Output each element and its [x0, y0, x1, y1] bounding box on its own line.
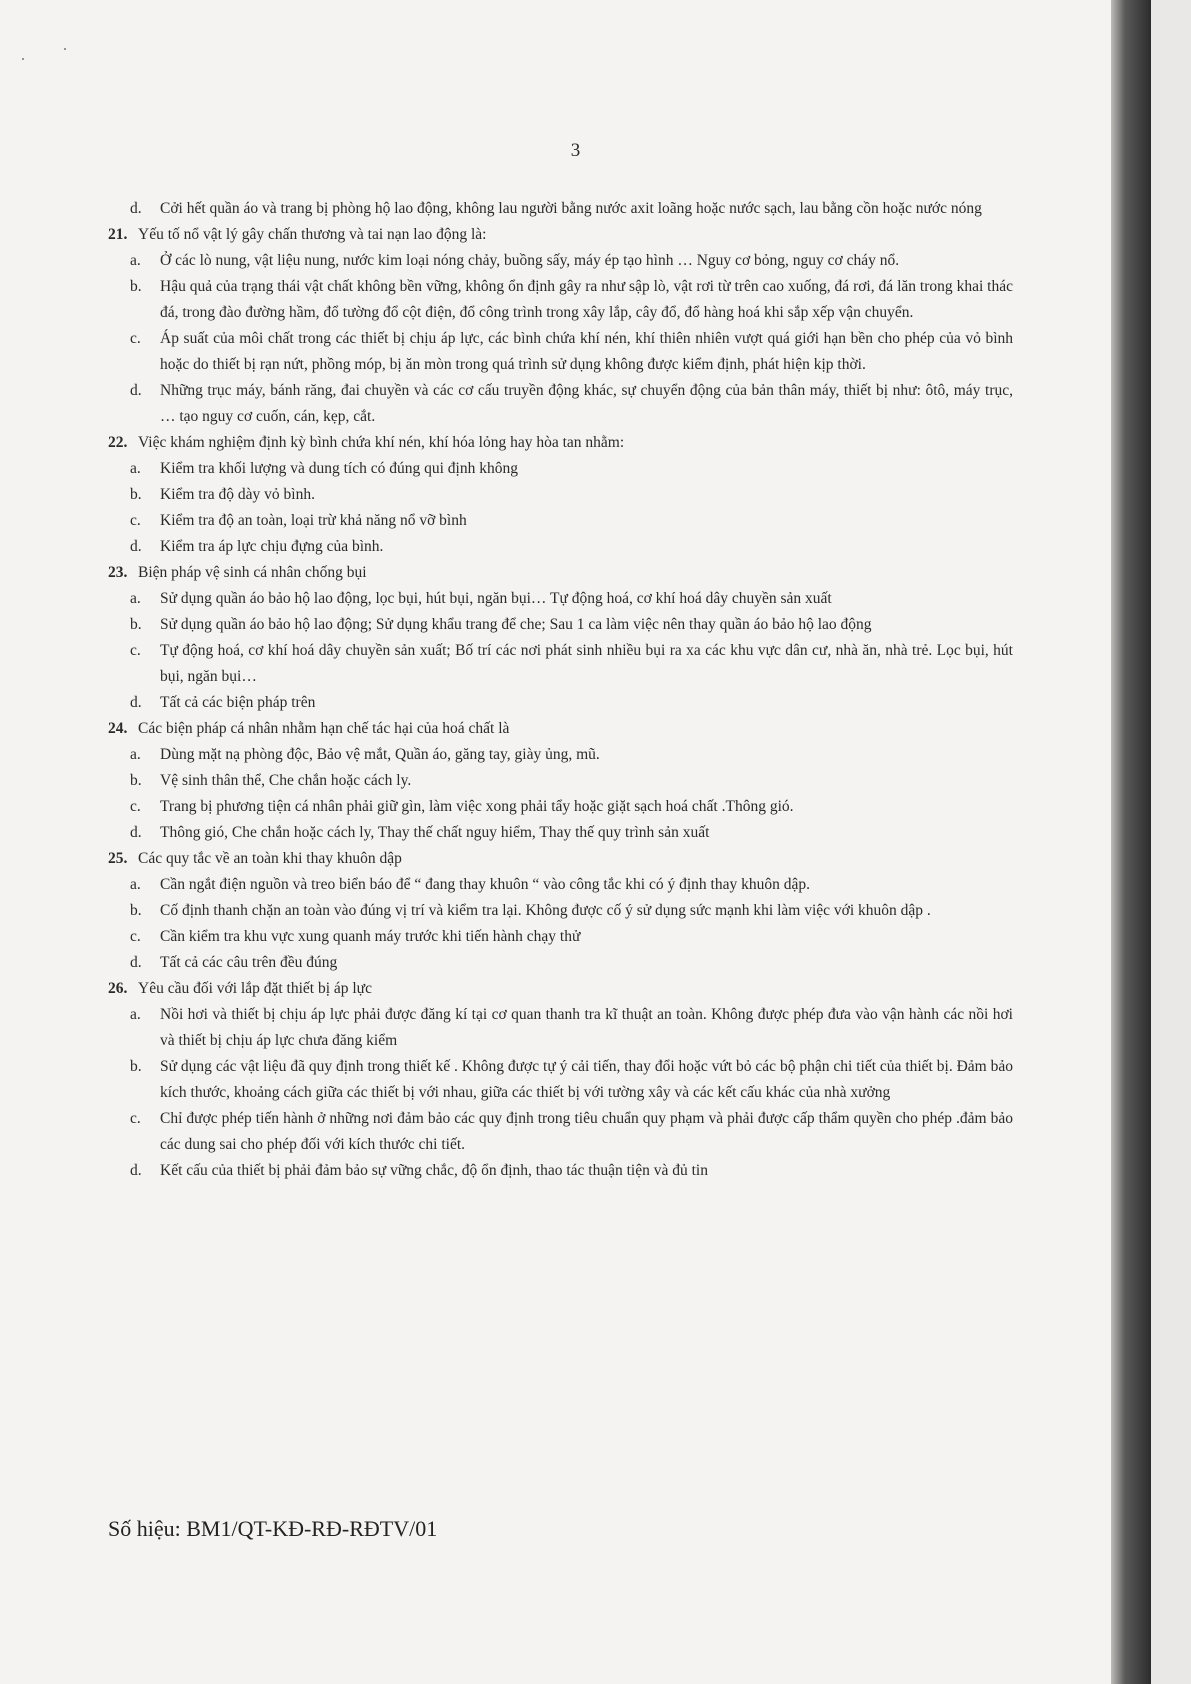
question-number: 23. [108, 564, 128, 581]
answer-option [108, 534, 1013, 560]
answer-option [108, 950, 1013, 976]
option-letter: a. [130, 590, 141, 607]
option-text: Cần kiểm tra khu vực xung quanh máy trước khi tiến hành chạy thử [160, 928, 581, 945]
question-number: 22. [108, 434, 128, 451]
option-letter: c. [130, 330, 141, 347]
answer-option [108, 924, 1013, 950]
answer-option [108, 690, 1013, 716]
answer-option [108, 508, 1013, 534]
answer-option [108, 1106, 1013, 1158]
option-text: Tự động hoá, cơ khí hoá dây chuyền sản xuất; Bố trí các nơi phát sinh nhiều bụi ra xa các khu vực dân cư, nhà ăn, nhà trẻ. Lọc bụi, hút bụi, ngăn bụi… [160, 642, 1013, 685]
option-letter: c. [130, 512, 141, 529]
option-letter: c. [130, 1110, 141, 1127]
option-text: Kiểm tra độ an toàn, loại trừ khả năng nổ vỡ bình [160, 512, 467, 529]
option-text: Cần ngắt điện nguồn và treo biển báo để “ đang thay khuôn “ vào công tắc khi có ý định thay khuôn dập. [160, 876, 810, 893]
option-text: Dùng mặt nạ phòng độc, Bảo vệ mắt, Quần áo, găng tay, giày ủng, mũ. [160, 746, 600, 763]
option-letter: d. [130, 382, 142, 399]
option-letter: c. [130, 798, 141, 815]
option-text: Thông gió, Che chắn hoặc cách ly, Thay thế chất nguy hiểm, Thay thế quy trình sản xuất [160, 824, 710, 841]
question-number: 24. [108, 720, 128, 737]
option-text: Áp suất của môi chất trong các thiết bị chịu áp lực, các bình chứa khí nén, khí thiên nhiên vượt quá giới hạn bền cho phép của vỏ bình hoặc do thiết bị rạn nứt, phồng móp, bị ăn mòn trong quá trình sử dụng không được kiểm định, phát hiện kịp thời. [160, 330, 1013, 373]
option-letter: d. [130, 694, 142, 711]
option-text: Sử dụng quần áo bảo hộ lao động, lọc bụi, hút bụi, ngăn bụi… Tự động hoá, cơ khí hoá dây chuyền sản xuất [160, 590, 832, 607]
option-text: Hậu quả của trạng thái vật chất không bền vững, không ổn định gây ra như sập lò, vật rơi từ trên cao xuống, đá rơi, đá lăn trong khai thác đá, trong đào đường hầm, đổ tường đổ cột điện, đổ công trình trong xây lắp, cây đổ, đổ hàng hoá khi sắp xếp vận chuyển. [160, 278, 1013, 321]
option-letter: b. [130, 772, 142, 789]
question-block [108, 560, 1013, 716]
option-letter: d. [130, 538, 142, 555]
option-text: Kiểm tra áp lực chịu đựng của bình. [160, 538, 384, 555]
option-text: Nồi hơi và thiết bị chịu áp lực phải được đăng kí tại cơ quan thanh tra kĩ thuật an toàn. Không được phép đưa vào vận hành các nồi hơi và thiết bị chịu áp lực chưa đăng kiểm [160, 1006, 1013, 1049]
option-letter: b. [130, 278, 142, 295]
option-text: Kết cấu của thiết bị phải đảm bảo sự vững chắc, độ ổn định, thao tác thuận tiện và đủ tin [160, 1162, 708, 1179]
option-text: Kiểm tra khối lượng và dung tích có đúng qui định không [160, 460, 518, 477]
option-text: Tất cả các biện pháp trên [160, 694, 316, 711]
question-block [108, 846, 1013, 976]
question-block [108, 976, 1013, 1184]
question-block [108, 716, 1013, 846]
question-number: 25. [108, 850, 128, 867]
option-text: Vệ sinh thân thể, Che chắn hoặc cách ly. [160, 772, 412, 789]
option-letter: b. [130, 616, 142, 633]
answer-option [108, 1054, 1013, 1106]
option-letter: a. [130, 1006, 141, 1023]
option-letter: c. [130, 642, 141, 659]
option-text: Sử dụng các vật liệu đã quy định trong thiết kế . Không được tự ý cải tiến, thay đổi hoặc vứt bỏ các bộ phận chi tiết của thiết bị. Đảm bảo kích thước, khoảng cách giữa các thiết bị với nhau, giữa các thiết bị với tường xây và các kết cấu khác của nhà xưởng [160, 1058, 1013, 1101]
question-number: 21. [108, 226, 128, 243]
option-letter: a. [130, 876, 141, 893]
scan-speck [22, 58, 24, 60]
question-block [108, 430, 1013, 560]
answer-option [108, 872, 1013, 898]
option-text: Chỉ được phép tiến hành ở những nơi đảm bảo các quy định trong tiêu chuẩn quy phạm và phải được cấp thẩm quyền cho phép .đảm bảo các dung sai cho phép đối với kích thước chi tiết. [160, 1110, 1013, 1153]
option-letter: d. [130, 1162, 142, 1179]
document-code: Số hiệu: BM1/QT-KĐ-RĐ-RĐTV/01 [108, 1516, 438, 1541]
answer-option [108, 898, 1013, 924]
question-heading [108, 222, 1013, 248]
scan-speck [64, 48, 66, 50]
answer-option [108, 326, 1013, 378]
answer-option [108, 274, 1013, 326]
question-list [108, 196, 1013, 1184]
answer-option [108, 196, 1013, 222]
option-letter: a. [130, 746, 141, 763]
answer-option [108, 820, 1013, 846]
option-text: Cởi hết quần áo và trang bị phòng hộ lao động, không lau người bằng nước axit loãng hoặc nước sạch, lau bằng cồn hoặc nước nóng [160, 200, 982, 217]
question-text: Việc khám nghiệm định kỳ bình chứa khí nén, khí hóa lỏng hay hòa tan nhằm: [138, 434, 625, 451]
option-letter: d. [130, 954, 142, 971]
question-text: Biện pháp vệ sinh cá nhân chống bụi [138, 564, 367, 581]
option-letter: b. [130, 902, 142, 919]
option-text: Trang bị phương tiện cá nhân phải giữ gìn, làm việc xong phải tẩy hoặc giặt sạch hoá chất .Thông gió. [160, 798, 794, 815]
page-number: 3 [570, 140, 581, 161]
option-letter: c. [130, 928, 141, 945]
answer-option [108, 1158, 1013, 1184]
question-text: Các biện pháp cá nhân nhằm hạn chế tác hại của hoá chất là [138, 720, 510, 737]
questions-container [108, 222, 1013, 1184]
option-letter: a. [130, 460, 141, 477]
scan-edge-shadow [1111, 0, 1151, 1684]
option-text: Những trục máy, bánh răng, đai chuyền và các cơ cấu truyền động khác, sự chuyển động của bản thân máy, thiết bị như: ôtô, máy trục, … tạo nguy cơ cuốn, cán, kẹp, cắt. [160, 382, 1013, 425]
answer-option [108, 482, 1013, 508]
option-letter: d. [130, 200, 142, 217]
answer-option [108, 612, 1013, 638]
option-text: Kiểm tra độ dày vỏ bình. [160, 486, 315, 503]
option-letter: b. [130, 486, 142, 503]
question-block [108, 222, 1013, 430]
answer-option [108, 794, 1013, 820]
answer-option [108, 1002, 1013, 1054]
option-text: Ở các lò nung, vật liệu nung, nước kim loại nóng chảy, buồng sấy, máy ép tạo hình … Nguy cơ bỏng, nguy cơ cháy nổ. [160, 252, 900, 269]
question-text: Yêu cầu đối với lắp đặt thiết bị áp lực [138, 980, 372, 997]
answer-option [108, 638, 1013, 690]
answer-option [108, 378, 1013, 430]
answer-option [108, 742, 1013, 768]
question-heading [108, 560, 1013, 586]
option-letter: a. [130, 252, 141, 269]
answer-option [108, 586, 1013, 612]
option-text: Tất cả các câu trên đều đúng [160, 954, 338, 971]
question-text: Yếu tố nổ vật lý gây chấn thương và tai nạn lao động là: [138, 226, 487, 243]
option-text: Cố định thanh chặn an toàn vào đúng vị trí và kiểm tra lại. Không được cố ý sử dụng sức mạnh khi làm việc với khuôn dập . [160, 902, 931, 919]
question-heading [108, 846, 1013, 872]
option-text: Sử dụng quần áo bảo hộ lao động; Sử dụng khẩu trang để che; Sau 1 ca làm việc nên thay quần áo bảo hộ lao động [160, 616, 872, 633]
answer-option [108, 248, 1013, 274]
question-text: Các quy tắc về an toàn khi thay khuôn dập [138, 850, 402, 867]
answer-option [108, 768, 1013, 794]
question-heading [108, 976, 1013, 1002]
question-heading [108, 430, 1013, 456]
question-heading [108, 716, 1013, 742]
answer-option [108, 456, 1013, 482]
option-letter: d. [130, 824, 142, 841]
question-number: 26. [108, 980, 128, 997]
option-letter: b. [130, 1058, 142, 1075]
